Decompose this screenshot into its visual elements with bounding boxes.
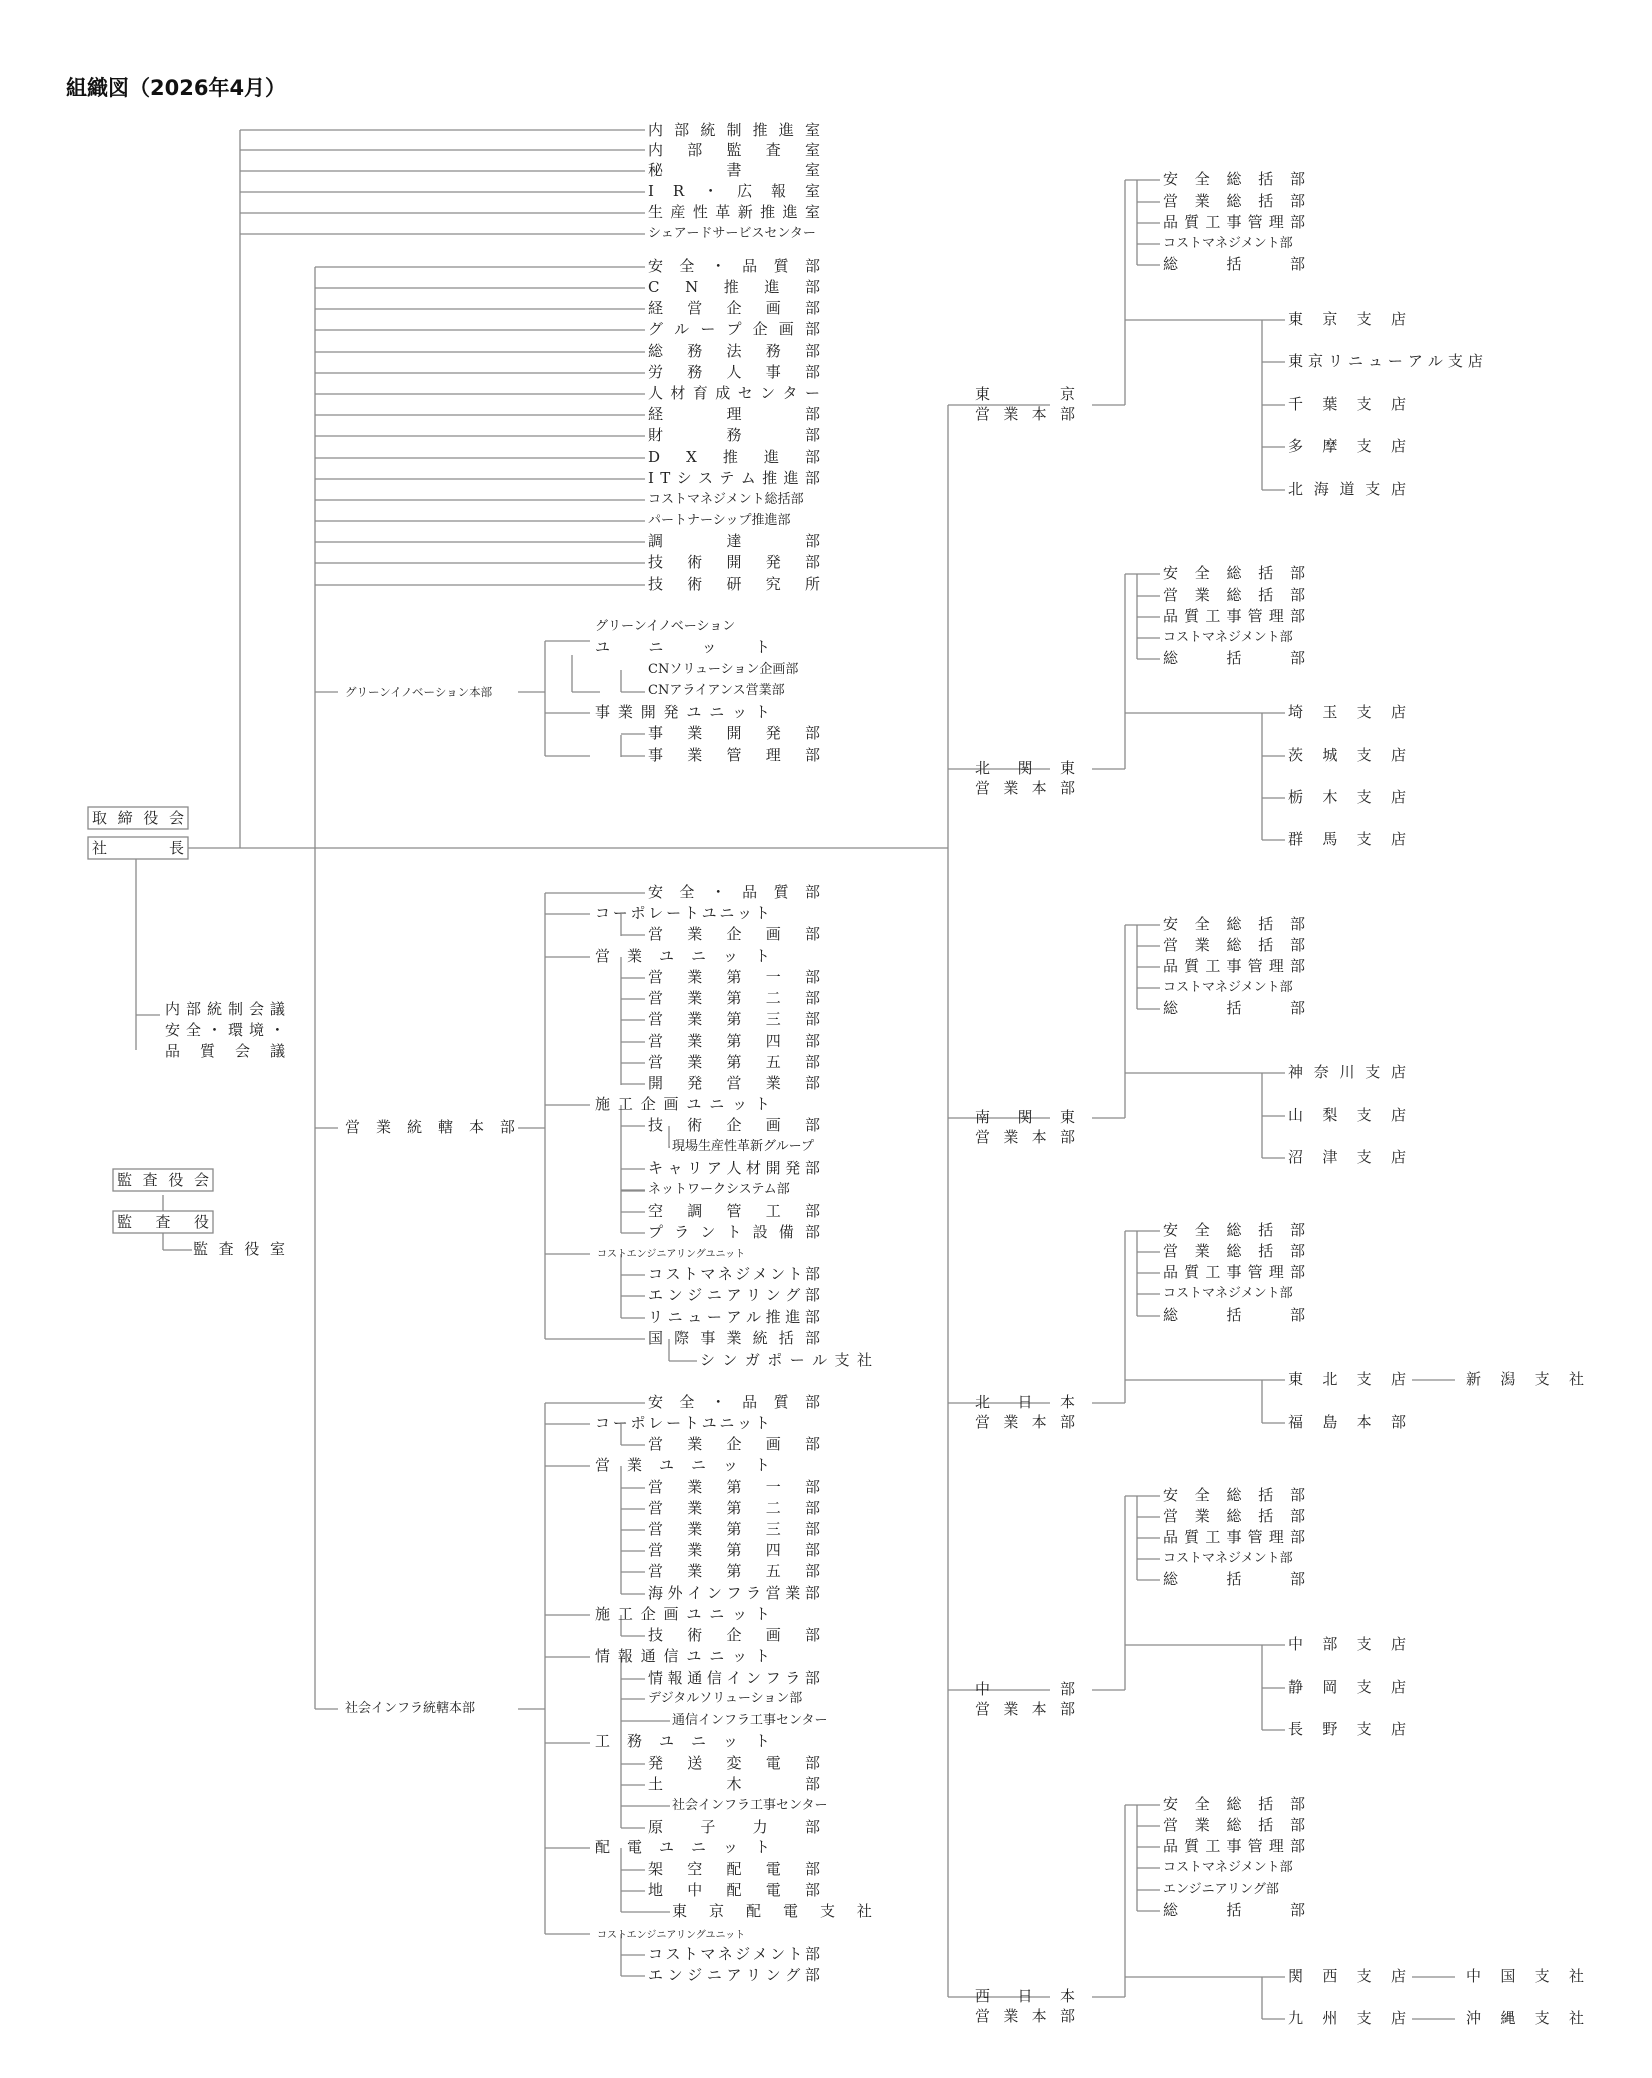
org-unit-label: 総 括 部 bbox=[1163, 649, 1305, 667]
org-unit-label: コストエンジニアリングユニット bbox=[597, 1249, 746, 1260]
org-unit-label: 安 全 総 括 部 bbox=[1163, 564, 1305, 582]
org-unit-label: CNアライアンス営業部 bbox=[648, 683, 785, 698]
org-unit-label: 総 括 部 bbox=[1163, 999, 1305, 1017]
org-unit-label: シェアードサービスセンター bbox=[648, 226, 816, 241]
org-unit-label: 営 業 総 括 部 bbox=[1163, 586, 1305, 604]
org-unit-label: 社会インフラ工事センター bbox=[672, 1798, 828, 1813]
org-unit-label: 営 業 第 五 部 bbox=[648, 1053, 820, 1071]
org-unit-label: 内 部 統 制 会 議 bbox=[165, 1000, 285, 1018]
org-unit-label: 国 際 事 業 統 括 部 bbox=[648, 1329, 820, 1347]
org-unit-label: パートナーシップ推進部 bbox=[648, 513, 791, 528]
org-unit-label: 南 関 東 bbox=[975, 1108, 1075, 1126]
org-unit-label: コストマネジメント部 bbox=[1163, 1860, 1293, 1875]
org-unit-label: エ ン ジ ニ ア リ ン グ 部 bbox=[648, 1966, 820, 1984]
org-unit-label: ユ ニ ッ ト bbox=[595, 638, 770, 656]
org-unit-label: エ ン ジ ニ ア リ ン グ 部 bbox=[648, 1286, 820, 1304]
org-unit-label: 架 空 配 電 部 bbox=[648, 1860, 820, 1878]
org-unit-label: グリーンイノベーション bbox=[595, 619, 736, 634]
org-unit-label: 中 部 支 店 bbox=[1288, 1635, 1406, 1653]
org-unit-label: 静 岡 支 店 bbox=[1288, 1678, 1406, 1696]
org-unit-label: 開 発 営 業 部 bbox=[648, 1074, 820, 1092]
org-unit-label: 配 電 ユ ニ ッ ト bbox=[595, 1838, 770, 1856]
org-unit-label: 社会インフラ統轄本部 bbox=[345, 1701, 476, 1716]
org-unit-label: 地 中 配 電 部 bbox=[648, 1881, 820, 1899]
org-unit-label: 安 全 ・ 品 質 部 bbox=[648, 257, 820, 275]
org-unit-label: 内 部 監 査 室 bbox=[648, 141, 820, 159]
org-unit-label: 生 産 性 革 新 推 進 室 bbox=[648, 203, 820, 221]
org-unit-label: 北 関 東 bbox=[975, 759, 1075, 777]
org-unit-label: エンジニアリング部 bbox=[1163, 1882, 1279, 1897]
org-unit-label: 技 術 研 究 所 bbox=[648, 575, 820, 593]
org-unit-label: コストマネジメント部 bbox=[1163, 236, 1293, 251]
org-unit-label: 監 査 役 bbox=[117, 1213, 209, 1231]
org-unit-label: コ ス ト マ ネ ジ メ ン ト 部 bbox=[648, 1265, 820, 1283]
org-unit-label: C N 推 進 部 bbox=[648, 278, 820, 296]
org-unit-label: 情 報 通 信 ユ ニ ッ ト bbox=[595, 1647, 770, 1665]
org-unit-label: 九 州 支 店 bbox=[1288, 2009, 1406, 2027]
org-unit-label: 営 業 総 括 部 bbox=[1163, 192, 1305, 210]
org-unit-label: 監 査 役 会 bbox=[117, 1171, 209, 1189]
org-unit-label: 群 馬 支 店 bbox=[1288, 830, 1406, 848]
org-unit-label: 営 業 統 轄 本 部 bbox=[345, 1118, 515, 1136]
org-unit-label: 安 全 総 括 部 bbox=[1163, 170, 1305, 188]
org-unit-label: 営 業 総 括 部 bbox=[1163, 936, 1305, 954]
org-unit-label: 千 葉 支 店 bbox=[1288, 395, 1406, 413]
org-unit-label: 営 業 第 三 部 bbox=[648, 1520, 820, 1538]
org-unit-label: 茨 城 支 店 bbox=[1288, 746, 1406, 764]
org-unit-label: 営 業 企 画 部 bbox=[648, 925, 820, 943]
org-unit-label: 海 外 イ ン フ ラ 営 業 部 bbox=[648, 1584, 820, 1602]
org-unit-label: 経 営 企 画 部 bbox=[648, 299, 820, 317]
org-unit-label: コストマネジメント部 bbox=[1163, 980, 1293, 995]
org-unit-label: 安 全 ・ 品 質 部 bbox=[648, 883, 820, 901]
org-unit-label: プ ラ ン ト 設 備 部 bbox=[648, 1223, 820, 1241]
org-unit-label: 社 長 bbox=[92, 839, 184, 857]
org-unit-label: 事 業 開 発 ユ ニ ッ ト bbox=[595, 703, 770, 721]
org-unit-label: 営 業 本 部 bbox=[975, 1413, 1075, 1431]
org-unit-label: コストエンジニアリングユニット bbox=[597, 1930, 746, 1941]
org-unit-label: 施 工 企 画 ユ ニ ッ ト bbox=[595, 1095, 770, 1113]
org-unit-label: コ ー ポ レ ー ト ユ ニ ッ ト bbox=[595, 1414, 770, 1432]
org-unit-label: 山 梨 支 店 bbox=[1288, 1106, 1406, 1124]
org-unit-label: 北 海 道 支 店 bbox=[1288, 480, 1406, 498]
org-unit-label: キ ャ リ ア 人 材 開 発 部 bbox=[648, 1159, 820, 1177]
org-unit-label: 沼 津 支 店 bbox=[1288, 1148, 1406, 1166]
org-unit-label: 安 全 ・ 品 質 部 bbox=[648, 1393, 820, 1411]
org-unit-label: シ ン ガ ポ ー ル 支 社 bbox=[700, 1351, 872, 1369]
org-unit-label: 営 業 第 四 部 bbox=[648, 1032, 820, 1050]
org-unit-label: 品 質 工 事 管 理 部 bbox=[1163, 1263, 1305, 1281]
org-unit-label: 土 木 部 bbox=[648, 1775, 820, 1793]
org-unit-label: 営 業 第 二 部 bbox=[648, 1499, 820, 1517]
org-unit-label: 営 業 第 一 部 bbox=[648, 1478, 820, 1496]
org-unit-label: 総 務 法 務 部 bbox=[648, 342, 820, 360]
org-unit-label: 総 括 部 bbox=[1163, 1306, 1305, 1324]
org-unit-label: 福 島 本 部 bbox=[1288, 1413, 1406, 1431]
org-unit-label: ネットワークシステム部 bbox=[648, 1182, 790, 1197]
org-unit-label: 総 括 部 bbox=[1163, 255, 1305, 273]
org-unit-label: 内 部 統 制 推 進 室 bbox=[648, 121, 820, 139]
org-unit-label: D X 推 進 部 bbox=[648, 448, 820, 466]
org-unit-label: 神 奈 川 支 店 bbox=[1288, 1063, 1406, 1081]
org-unit-label: 中 部 bbox=[975, 1680, 1075, 1698]
org-unit-label: 営 業 ユ ニ ッ ト bbox=[595, 947, 770, 965]
org-unit-label: 中 国 支 社 bbox=[1466, 1967, 1584, 1985]
org-unit-label: 営 業 第 四 部 bbox=[648, 1541, 820, 1559]
org-unit-label: 営 業 本 部 bbox=[975, 1700, 1075, 1718]
org-unit-label: 品 質 会 議 bbox=[165, 1042, 285, 1060]
org-unit-label: 営 業 本 部 bbox=[975, 405, 1075, 423]
org-unit-label: 取 締 役 会 bbox=[92, 809, 184, 827]
org-unit-label: 人 材 育 成 セ ン タ ー bbox=[648, 384, 820, 402]
org-unit-label: 工 務 ユ ニ ッ ト bbox=[595, 1732, 770, 1750]
org-unit-label: 長 野 支 店 bbox=[1288, 1720, 1406, 1738]
org-unit-label: コストマネジメント部 bbox=[1163, 1551, 1293, 1566]
org-unit-label: I T シ ス テ ム 推 進 部 bbox=[648, 469, 820, 487]
org-unit-label: 現場生産性革新グループ bbox=[672, 1139, 814, 1154]
org-unit-label: 営 業 本 部 bbox=[975, 2007, 1075, 2025]
org-unit-label: 埼 玉 支 店 bbox=[1288, 703, 1406, 721]
org-unit-label: グ ル ー プ 企 画 部 bbox=[648, 320, 820, 338]
org-unit-label: 営 業 第 五 部 bbox=[648, 1562, 820, 1580]
org-unit-label: 通信インフラ工事センター bbox=[672, 1713, 828, 1728]
org-unit-label: 西 日 本 bbox=[975, 1987, 1075, 2005]
org-unit-label: 原 子 力 部 bbox=[648, 1818, 820, 1836]
org-unit-label: コ ス ト マ ネ ジ メ ン ト 部 bbox=[648, 1945, 820, 1963]
org-unit-label: 営 業 ユ ニ ッ ト bbox=[595, 1456, 770, 1474]
org-unit-label: 営 業 第 三 部 bbox=[648, 1010, 820, 1028]
org-unit-label: 事 業 管 理 部 bbox=[648, 746, 820, 764]
org-unit-label: 多 摩 支 店 bbox=[1288, 437, 1406, 455]
org-unit-label: 営 業 本 部 bbox=[975, 779, 1075, 797]
org-unit-label: 品 質 工 事 管 理 部 bbox=[1163, 607, 1305, 625]
org-unit-label: 総 括 部 bbox=[1163, 1901, 1305, 1919]
org-unit-label: 安 全 ・ 環 境 ・ bbox=[165, 1021, 285, 1039]
org-unit-label: 安 全 総 括 部 bbox=[1163, 1486, 1305, 1504]
org-unit-label: 総 括 部 bbox=[1163, 1570, 1305, 1588]
org-unit-label: CNソリューション企画部 bbox=[648, 662, 799, 677]
org-unit-label: 営 業 第 二 部 bbox=[648, 989, 820, 1007]
org-unit-label: 東 京 支 店 bbox=[1288, 310, 1406, 328]
org-unit-label: I R ・ 広 報 室 bbox=[648, 182, 820, 200]
org-unit-label: 安 全 総 括 部 bbox=[1163, 915, 1305, 933]
org-unit-label: 技 術 開 発 部 bbox=[648, 553, 820, 571]
org-unit-label: 財 務 部 bbox=[648, 426, 820, 444]
org-unit-label: 情 報 通 信 イ ン フ ラ 部 bbox=[648, 1669, 820, 1687]
page-title: 組織図（2026年4月） bbox=[66, 76, 287, 100]
org-unit-label: 営 業 総 括 部 bbox=[1163, 1242, 1305, 1260]
org-unit-label: デジタルソリューション部 bbox=[648, 1691, 803, 1706]
org-unit-label: 労 務 人 事 部 bbox=[648, 363, 820, 381]
org-unit-label: 空 調 管 工 部 bbox=[648, 1202, 820, 1220]
org-unit-label: コストマネジメント部 bbox=[1163, 1286, 1293, 1301]
org-unit-label: 営 業 第 一 部 bbox=[648, 968, 820, 986]
org-unit-label: 東 京 リ ニ ュ ー ア ル 支 店 bbox=[1288, 352, 1483, 370]
org-unit-label: 営 業 総 括 部 bbox=[1163, 1507, 1305, 1525]
org-unit-label: 安 全 総 括 部 bbox=[1163, 1221, 1305, 1239]
org-unit-label: 営 業 本 部 bbox=[975, 1128, 1075, 1146]
org-unit-label: 事 業 開 発 部 bbox=[648, 724, 820, 742]
org-unit-label: 経 理 部 bbox=[648, 405, 820, 423]
org-unit-label: 東 北 支 店 bbox=[1288, 1370, 1406, 1388]
org-unit-label: 沖 縄 支 社 bbox=[1466, 2009, 1584, 2027]
org-unit-label: 技 術 企 画 部 bbox=[648, 1626, 820, 1644]
org-unit-label: グリーンイノベーション本部 bbox=[345, 685, 493, 699]
org-unit-label: コ ー ポ レ ー ト ユ ニ ッ ト bbox=[595, 904, 770, 922]
org-unit-label: 監 査 役 室 bbox=[193, 1240, 285, 1258]
org-unit-label: 施 工 企 画 ユ ニ ッ ト bbox=[595, 1605, 770, 1623]
org-unit-label: 営 業 総 括 部 bbox=[1163, 1816, 1305, 1834]
org-unit-label: 品 質 工 事 管 理 部 bbox=[1163, 957, 1305, 975]
org-unit-label: 品 質 工 事 管 理 部 bbox=[1163, 213, 1305, 231]
org-unit-label: 新 潟 支 社 bbox=[1466, 1370, 1584, 1388]
org-unit-label: 品 質 工 事 管 理 部 bbox=[1163, 1528, 1305, 1546]
org-unit-label: 安 全 総 括 部 bbox=[1163, 1795, 1305, 1813]
org-unit-label: 関 西 支 店 bbox=[1288, 1967, 1406, 1985]
org-unit-label: 品 質 工 事 管 理 部 bbox=[1163, 1837, 1305, 1855]
org-unit-label: 調 達 部 bbox=[648, 532, 820, 550]
org-unit-label: 栃 木 支 店 bbox=[1288, 788, 1406, 806]
org-unit-label: 秘 書 室 bbox=[648, 161, 820, 179]
org-unit-label: 発 送 変 電 部 bbox=[648, 1754, 820, 1772]
org-unit-label: 東 京 配 電 支 社 bbox=[672, 1902, 872, 1920]
org-unit-label: リ ニ ュ ー ア ル 推 進 部 bbox=[648, 1308, 820, 1326]
org-unit-label: コストマネジメント総括部 bbox=[648, 492, 804, 507]
org-unit-label: 技 術 企 画 部 bbox=[648, 1116, 820, 1134]
org-unit-label: 営 業 企 画 部 bbox=[648, 1435, 820, 1453]
org-unit-label: 東 京 bbox=[975, 385, 1075, 403]
org-unit-label: 北 日 本 bbox=[975, 1393, 1075, 1411]
org-unit-label: コストマネジメント部 bbox=[1163, 630, 1293, 645]
